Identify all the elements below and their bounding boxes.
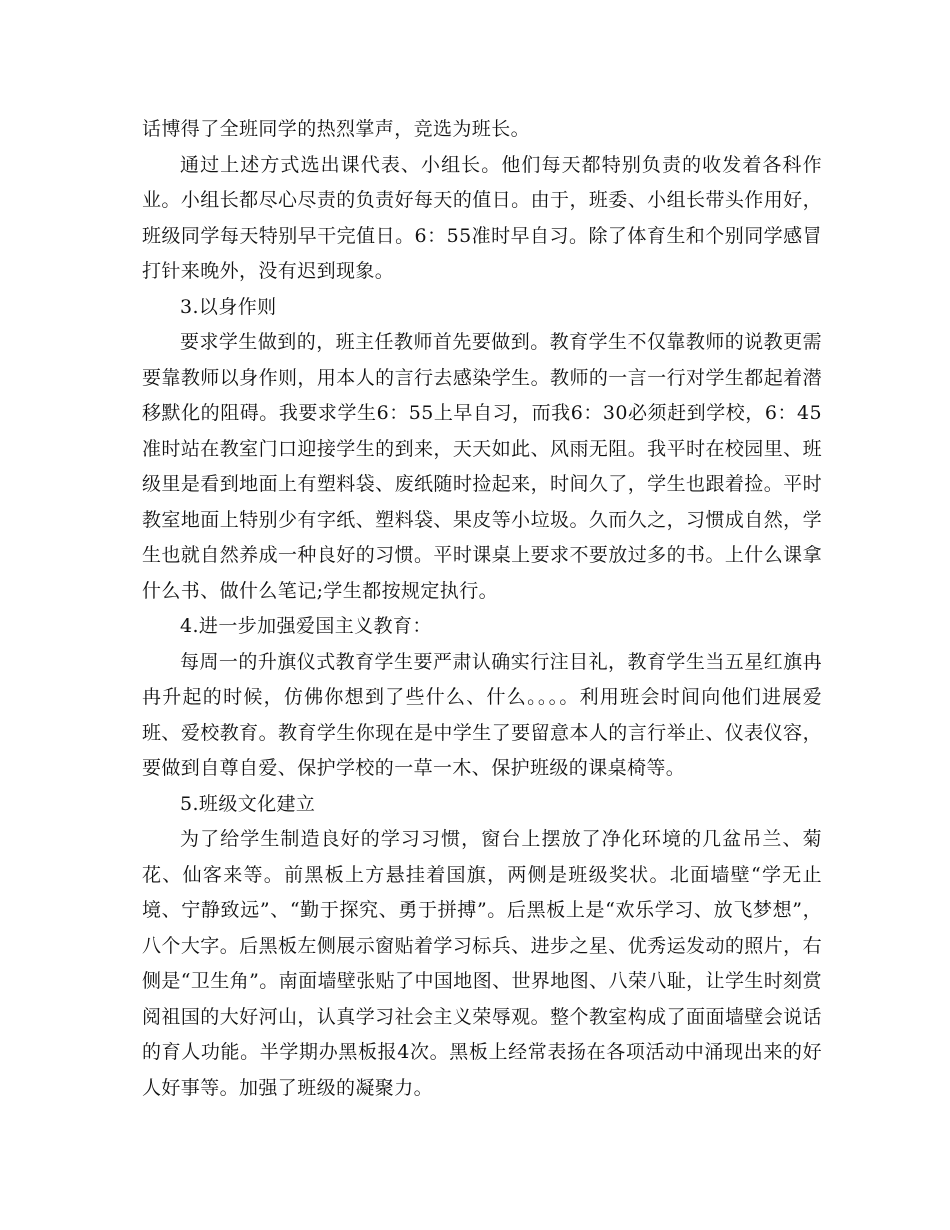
paragraph-class-culture: 为了给学生制造良好的学习习惯，窗台上摆放了净化环境的几盆吊兰、菊花、仙客来等。前黑板上方悬挂着国旗，两侧是班级奖状。北面墙壁“学无止境、宁静致远”、“勤于探究、勇于拼搏”。后黑板上是“欢乐学习、放飞梦想”，八个大字。后黑板左侧展示窗贴着学习标兵、进步之星、优秀运发动的照片，右侧是“卫生角”。南面墙壁张贴了中国地图、世界地图、八荣八耻，让学生时刻赏阅祖国的大好河山，认真学习社会主义荣辱观。整个教室构成了面面墙壁会说话的育人功能。半学期办黑板报4次。黑板上经常表扬在各项活动中涌现出来的好人好事等。加强了班级的凝聚力。 [142, 828, 822, 1099]
paragraph-class-representatives: 通过上述方式选出课代表、小组长。他们每天都特别负责的收发着各科作业。小组长都尽心尽责的负责好每天的值日。由于，班委、小组长带头作用好，班级同学每天特别早干完值日。6：55准时早自习。除了体育生和个别同学感冒打针来晚外，没有迟到现象。 [142, 153, 822, 282]
section-heading-lead-by-example: 3.以身作则 [180, 295, 277, 318]
section-heading-patriotic-education: 4.进一步加强爱国主义教育： [180, 615, 432, 637]
paragraph-continuation: 话博得了全班同学的热烈掌声，竞选为班长。 [142, 118, 531, 140]
paragraph-lead-by-example: 要求学生做到的，班主任教师首先要做到。教育学生不仅靠教师的说教更需要靠教师以身作则，用本人的言行去感染学生。教师的一言一行对学生都起着潜移默化的阻碍。我要求学生6：55上早自习，而我6：30必须赶到学校，6：45准时站在教室门口迎接学生的到来，天天如此、风雨无阻。我平时在校园里、班级里是看到地面上有塑料袋、废纸随时捡起来，时间久了，学生也跟着捡。平时教室地面上特别少有字纸、塑料袋、果皮等小垃圾。久而久之，习惯成自然，学生也就自然养成一种良好的习惯。平时课桌上要求不要放过多的书。上什么课拿什么书、做什么笔记;学生都按规定执行。 [142, 331, 822, 602]
section-heading-class-culture: 5.班级文化建立 [180, 792, 316, 815]
paragraph-patriotic-education: 每周一的升旗仪式教育学生要严肃认确实行注目礼，教育学生当五星红旗冉冉升起的时候，仿佛你想到了些什么、什么。。。。利用班会时间向他们进展爱班、爱校教育。教育学生你现在是中学生了要留意本人的言行举止、仪表仪容，要做到自尊自爱、保护学校的一草一木、保护班级的课桌椅等。 [142, 650, 822, 779]
document-body [142, 112, 822, 1106]
